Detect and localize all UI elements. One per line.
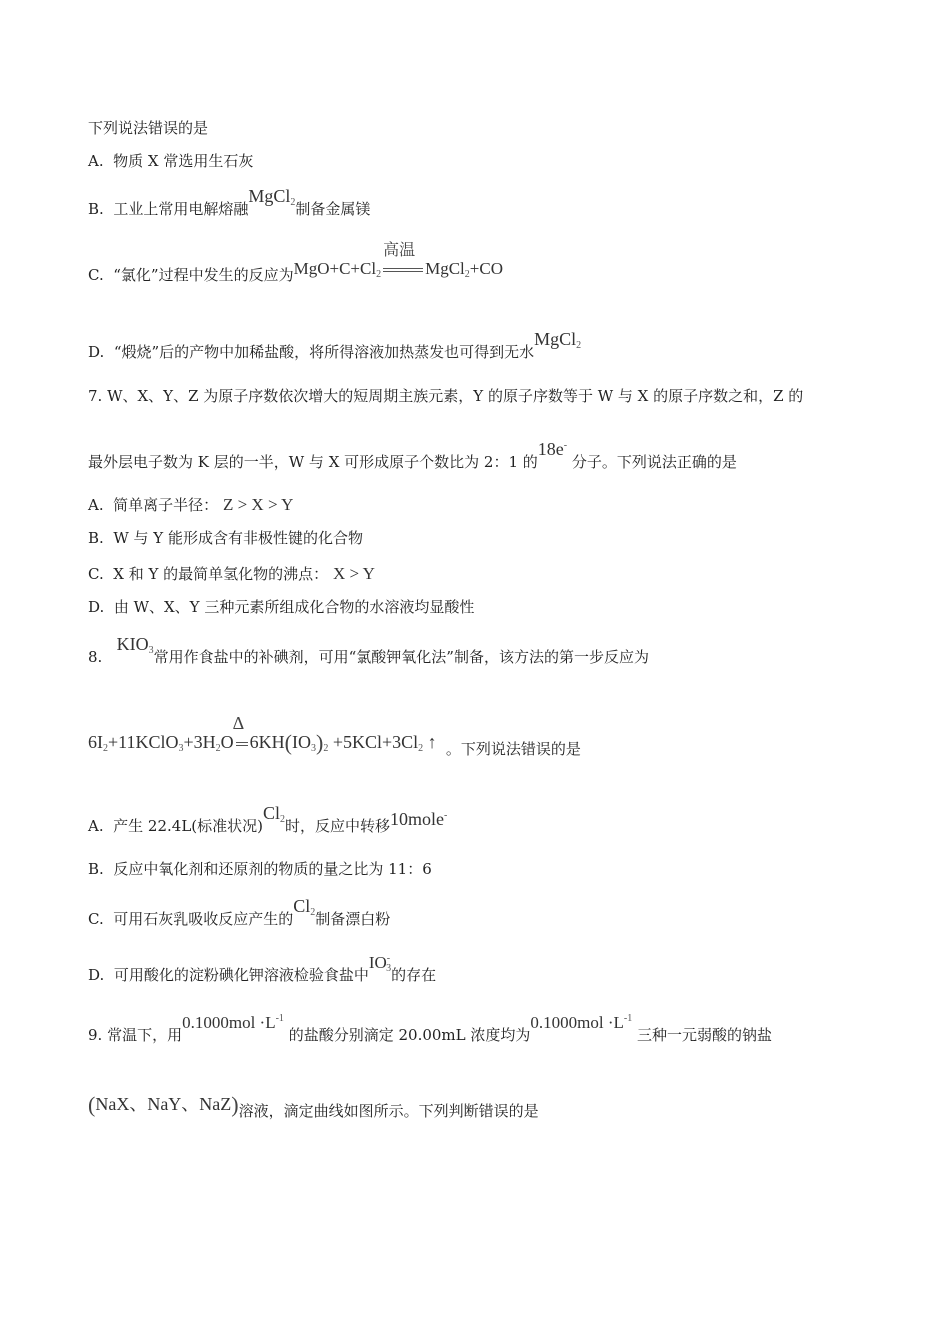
q7-stem-line1: 7. W、X、Y、Z 为原子序数依次增大的短周期主族元素，Y 的原子序数等于 W 与 X 的原子序数之和，Z 的 <box>88 387 804 405</box>
q8-option-a: A. 产生 22.4L(标准状况)$Cl_2$时，反应中转移10mole- <box>88 803 448 835</box>
condition-high-temp: 高温 <box>381 263 425 280</box>
formula-concentration: $0.1000mol \cdot L^{-1}$ <box>182 1013 284 1032</box>
formula-io3-ion: $IO^-_3$ <box>368 953 392 974</box>
q6-stem: 下列说法错误的是 <box>88 119 209 137</box>
q8-stem: 8. $KIO_3$常用作食盐中的补碘剂，可用“氯酸钾氧化法”制备，该方法的第一步反应为 <box>88 634 649 666</box>
formula-mgcl2: MgCl$_2$ <box>248 186 296 208</box>
q8-option-d: D. 可用酸化的淀粉碘化钾溶液检验食盐中$IO^-_3$的存在 <box>88 953 437 984</box>
formula-cl2: $Cl_2$ <box>293 896 316 918</box>
q9-stem-line1: 9. 常温下，用$0.1000mol \cdot L^{-1}$ 的盐酸分别滴定 20.00mL 浓度均为$0.1000mol \cdot L^{-1}$ 三种一元弱酸的钠盐 <box>88 1013 773 1044</box>
formula-kio3: $KIO_3$ <box>116 634 154 656</box>
formula-18e: 18e- <box>537 439 568 459</box>
q6-option-d: D. “煅烧”后的产物中加稀盐酸，将所得溶液加热蒸发也可得到无水MgCl$_2$ <box>88 329 582 361</box>
formula-cl2: $Cl_2$ <box>263 803 286 825</box>
q7-option-d: D. 由 W、X、Y 三种元素所组成化合物的水溶液均显酸性 <box>88 598 475 616</box>
q7-option-b: B. W 与 Y 能形成含有非极性键的化合物 <box>88 529 363 547</box>
q8-option-b: B. 反应中氧化剂和还原剂的物质的量之比为 11：6 <box>88 860 432 878</box>
formula-mgcl2: MgCl$_2$ <box>534 329 582 351</box>
reaction-equation: $6I_2+11KClO_3+3H_2O$ Δ $6KH(IO_3)_2 +5KCl+3Cl_2$ ↑ <box>88 713 437 755</box>
q7-option-a: A. 简单离子半径： Z > X > Y <box>88 495 294 514</box>
q6-option-a: A. 物质 X 常选用生石灰 <box>88 152 254 170</box>
q6-option-c: C. “氯化”过程中发生的反应为$MgO+C+Cl_2$ 高温 MgCl$_2$+CO <box>88 242 503 284</box>
q6-option-b: B. 工业上常用电解熔融MgCl$_2$制备金属镁 <box>88 186 371 218</box>
condition-heat: Δ <box>234 736 250 754</box>
formula-electrons: 10mole- <box>390 809 448 829</box>
q8-option-c: C. 可用石灰乳吸收反应产生的$Cl_2$制备漂白粉 <box>88 896 391 928</box>
formula-concentration: $0.1000mol \cdot L^{-1}$ <box>530 1013 633 1032</box>
q9-stem-line2: (NaX、NaY、NaZ)溶液，滴定曲线如图所示。下列判断错误的是 <box>88 1092 539 1120</box>
formula-sodium-salts: (NaX、NaY、NaZ) <box>88 1092 239 1117</box>
reaction-chlorination: $MgO+C+Cl_2$ 高温 MgCl$_2$+CO <box>293 242 503 280</box>
q7-stem-line2: 最外层电子数为 K 层的一半，W 与 X 可形成原子个数比为 2：1 的18e- 分子。下列说法正确的是 <box>88 439 737 471</box>
q8-equation-line: $6I_2+11KClO_3+3H_2O$ Δ $6KH(IO_3)_2 +5KCl+3Cl_2$ ↑ 。下列说法错误的是 <box>88 713 581 758</box>
q7-option-c: C. X 和 Y 的最简单氢化物的沸点： X > Y <box>88 564 375 583</box>
